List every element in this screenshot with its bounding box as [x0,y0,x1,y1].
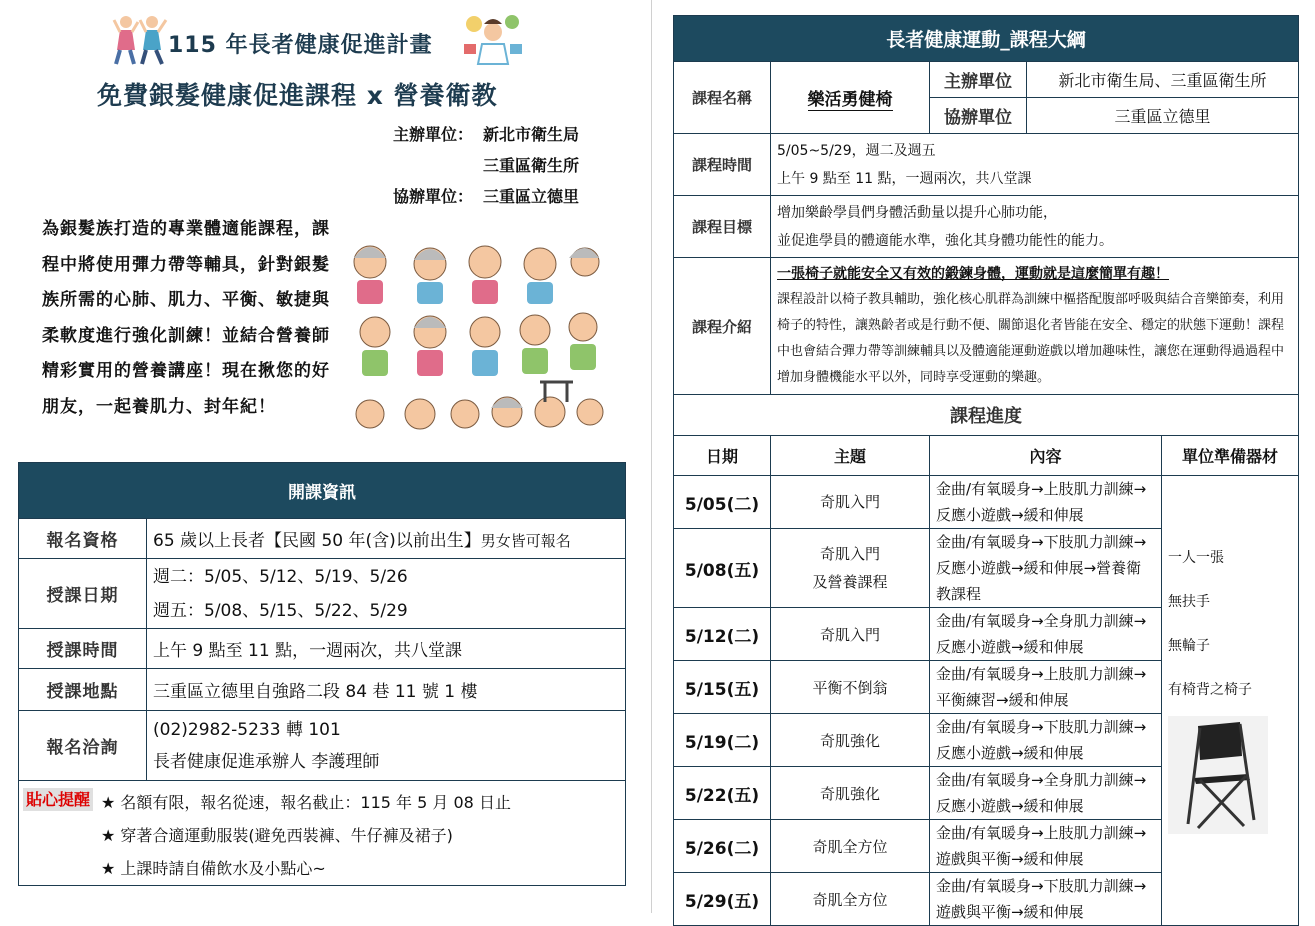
col-content: 內容 [930,436,1162,476]
reminder-badge: 貼心提醒 [23,788,93,811]
outline-co-label: 協辦單位 [930,98,1027,134]
equipment-item: 無扶手 [1168,594,1210,610]
row-content: 金曲/有氧暖身→下肢肌力訓練→反應小遊戲→緩和伸展→營養衛教課程 [930,529,1162,608]
dates-label: 授課日期 [19,559,147,629]
eligibility-label: 報名資格 [19,519,147,559]
equipment-item: 一人一張 [1168,550,1224,566]
eligibility-main: 65 歲以上長者【民國 50 年(含)以前出生】 [153,531,481,551]
row-topic-line-2: 及營養課程 [812,573,888,591]
row-date: 5/22(五) [674,767,771,820]
plan-title: 115 年長者健康促進計畫 [168,33,433,58]
row-content: 金曲/有氧暖身→上肢肌力訓練→平衡練習→緩和伸展 [930,661,1162,714]
reminder-list [23,785,621,884]
outline-heading: 長者健康運動_課程大綱 [674,16,1299,62]
row-topic [771,608,930,661]
row-content: 金曲/有氧暖身→上肢肌力訓練→遊戲與平衡→緩和伸展 [930,820,1162,873]
reminder-item: ★ 上課時請自備飲水及小點心~ [101,859,326,878]
row-topic-line: 奇肌強化 [819,731,880,750]
row-topic-line: 奇肌入門 [819,545,880,563]
exercising-seniors-illustration [112,12,170,66]
col-topic: 主題 [771,436,930,476]
equipment-cell [1162,476,1299,926]
course-goal-cell [771,196,1299,258]
row-topic-line: 奇肌全方位 [812,890,888,909]
co-1: 三重區立德里 [483,187,580,206]
equipment-item: 有椅背之椅子 [1168,682,1252,698]
time-label: 授課時間 [19,629,147,669]
row-date: 5/12(二) [674,608,771,661]
course-intro-label: 課程介紹 [674,258,771,395]
course-goal-label: 課程目標 [674,196,771,258]
folding-chair-image [1168,716,1268,834]
row-topic [771,529,930,608]
row-date: 5/19(二) [674,714,771,767]
row-topic-line: 奇肌強化 [819,784,880,803]
course-intro-cell [771,258,1299,395]
row-topic [771,714,930,767]
row-date: 5/29(五) [674,873,771,926]
contact-person: 長者健康促進承辦人 李護理師 [153,751,380,772]
row-topic [771,476,930,529]
course-goal-1: 增加樂齡學員們身體活動量以提升心肺功能， [777,204,1057,221]
eligibility-note: 男女皆可報名 [480,532,571,550]
host-2: 三重區衛生所 [483,156,580,175]
course-time-1: 5/05~5/29，週二及週五 [777,142,936,159]
col-equipment: 單位準備器材 [1162,436,1299,476]
dates-friday: 週五：5/08、5/15、5/22、5/29 [153,600,408,621]
flyer-right [673,15,1298,926]
row-topic-line: 奇肌入門 [819,625,880,644]
course-name: 樂活勇健椅 [807,90,893,110]
equipment-item: 無輪子 [1168,638,1210,654]
row-content: 金曲/有氧暖身→上肢肌力訓練→反應小遊戲→緩和伸展 [930,476,1162,529]
outline-host-label: 主辦單位 [930,62,1027,98]
course-name-label: 課程名稱 [674,62,771,134]
co-label: 協辦單位： [393,187,474,206]
row-topic [771,820,930,873]
row-topic [771,661,930,714]
course-time-cell [771,134,1299,196]
row-content: 金曲/有氧暖身→全身肌力訓練→反應小遊戲→緩和伸展 [930,608,1162,661]
outline-host: 新北市衛生局、三重區衛生所 [1027,62,1299,98]
intro-text: 為銀髮族打造的專業體適能課程，課程中將使用彈力帶等輔具，針對銀髮族所需的心肺、肌力、平衡、敏捷與柔軟度進行強化訓練！並結合營養師精彩實用的營養講座！現在揪您的好朋友，一起養肌力、封年紀！ [42,219,330,417]
course-info-heading: 開課資訊 [19,463,626,519]
progress-heading: 課程進度 [674,395,1299,436]
course-outline-table [673,15,1299,926]
place-label: 授課地點 [19,669,147,711]
dates-cell [147,559,626,629]
flyer-left [0,0,650,913]
row-date: 5/08(五) [674,529,771,608]
row-topic [771,873,930,926]
reminder-item: ★ 名額有限，報名從速，報名截止：115 年 5 月 08 日止 [101,793,511,812]
reminder-item: ★ 穿著合適運動服裝(避免西裝褲、牛仔褲及裙子) [101,826,453,845]
row-topic-line: 平衡不倒翁 [812,678,888,697]
row-topic-line: 奇肌入門 [819,493,880,511]
place-value: 三重區立德里自強路二段 84 巷 11 號 1 樓 [147,669,626,711]
row-topic [771,767,930,820]
seniors-group-illustration [345,232,605,440]
row-date: 5/26(二) [674,820,771,873]
row-date: 5/15(五) [674,661,771,714]
row-date: 5/05(二) [674,476,771,529]
eligibility-cell [147,519,626,559]
course-intro-headline: 一張椅子就能安全又有效的鍛鍊身體，運動就是這麼簡單有趣！ [777,266,1169,282]
row-topic-line: 奇肌全方位 [812,837,888,856]
time-value: 上午 9 點至 11 點，一週兩次，共八堂課 [147,629,626,669]
row-content: 金曲/有氧暖身→下肢肌力訓練→反應小遊戲→緩和伸展 [930,714,1162,767]
dates-tuesday: 週二：5/05、5/12、5/19、5/26 [153,566,408,587]
host-label: 主辦單位： [393,125,474,144]
course-info-table [18,462,626,886]
page-divider [651,0,652,913]
contact-label: 報名洽詢 [19,711,147,781]
course-goal-2: 並促進學員的體適能水準，強化其身體功能性的能力。 [777,232,1113,249]
row-content: 金曲/有氧暖身→下肢肌力訓練→遊戲與平衡→緩和伸展 [930,873,1162,926]
row-content: 金曲/有氧暖身→全身肌力訓練→反應小遊戲→緩和伸展 [930,767,1162,820]
host-1: 新北市衛生局 [483,125,580,144]
outline-co: 三重區立德里 [1027,98,1299,134]
course-time-2: 上午 9 點至 11 點，一週兩次，共八堂課 [777,170,1032,187]
course-subtitle: 免費銀髮健康促進課程 x 營養衛教 [97,81,498,110]
course-intro-body: 課程設計以椅子教具輔助，強化核心肌群為訓練中樞搭配腹部呼吸與結合音樂節奏，利用椅子的特性，讓熟齡者或是行動不便、關節退化者皆能在安全、穩定的狀態下運動！課程中也會結合彈力帶等訓練輔具以及體適能運動遊戲以增加趣味性，讓您在運動得過過程中增加身體機能水平以外，同時享受運動的樂趣。 [777,292,1285,385]
nutrition-nurse-illustration [460,10,526,66]
course-time-label: 課程時間 [674,134,771,196]
contact-cell [147,711,626,781]
reminder-cell [19,781,626,886]
course-name-cell [771,62,930,134]
contact-phone: (02)2982-5233 轉 101 [153,719,341,740]
col-date: 日期 [674,436,771,476]
